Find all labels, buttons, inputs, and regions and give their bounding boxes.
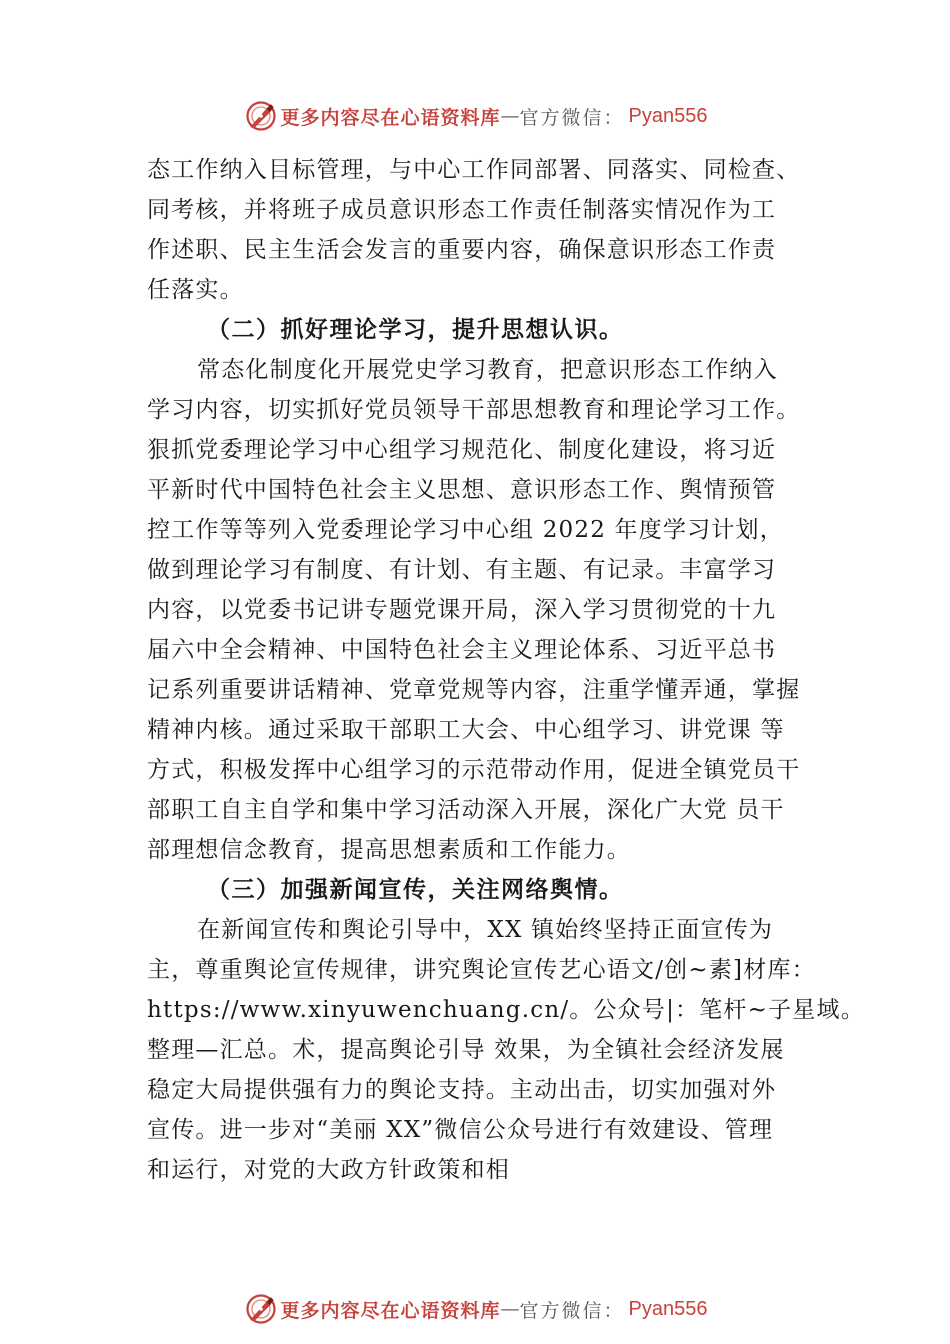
text-line: 同考核，并将班子成员意识形态工作责任制落实情况作为工 [147,197,777,223]
text-line: 稳定大局提供强有力的舆论支持。主动出击，切实加强对外 [147,1077,777,1103]
pen-nib-logo-icon [243,1291,279,1327]
footer-wechat-label: 官方微信： [519,1299,625,1322]
header-wechat-id: Pyan556 [628,104,708,127]
text-line: 内容，以党委书记讲专题党课开局，深入学习贯彻党的十九 [147,597,777,623]
text-line: 作述职、民主生活会发言的重要内容，确保意识形态工作责 [147,237,777,263]
header-separator: — [500,105,520,127]
footer-separator: — [500,1298,520,1320]
text-line: 和运行，对党的大政方针政策和相 [147,1157,510,1183]
text-line: 控工作等等列入党委理论学习中心组 2022 年度学习计划， [147,517,784,543]
text-line: 方式，积极发挥中心组学习的示范带动作用，促进全镇党员干 [147,757,801,783]
text-line: 部理想信念教育，提高思想素质和工作能力。 [147,837,631,863]
text-line: 届六中全会精神、中国特色社会主义理论体系、习近平总书 [147,637,777,663]
text-line: 整理—汇总。术，提高舆论引导 效果，为全镇社会经济发展 [147,1037,785,1063]
header-wechat-label: 官方微信： [519,106,625,129]
text-line: 宣传。进一步对“美丽 XX”微信公众号进行有效建设、管理 [147,1117,774,1143]
text-line: https://www.xinyuwenchuang.cn/。公众号|：笔杆~子星域。 [147,997,865,1023]
text-line: 学习内容，切实抓好党员领导干部思想教育和理论学习工作。 [147,397,801,423]
footer-banner [0,1289,950,1329]
header-site-text: 更多内容尽在心语资料库 [280,106,501,129]
paragraph-3 [147,910,865,1190]
text-line: 主，尊重舆论宣传规律，讲究舆论宣传艺心语文/创~素]材库： [147,957,816,983]
text-line: 任落实。 [147,277,244,303]
text-line: 常态化制度化开展党史学习教育，把意识形态工作纳入 [197,357,778,383]
section-heading-3: （三）加强新闻宣传，关注网络舆情。 [207,876,624,903]
footer-wechat-id: Pyan556 [628,1297,708,1320]
document-body [147,150,865,1190]
text-line: 记系列重要讲话精神、党章党规等内容，注重学懂弄通，掌握 [147,677,801,703]
text-line: 态工作纳入目标管理，与中心工作同部署、同落实、同检查、 [147,157,801,183]
pen-nib-logo-icon [243,98,279,134]
text-line: 部职工自主自学和集中学习活动深入开展，深化广大党 员干 [147,797,785,823]
section-heading-2: （二）抓好理论学习，提升思想认识。 [207,316,624,343]
header-banner [0,96,950,136]
paragraph-2 [147,350,837,870]
text-line: 狠抓党委理论学习中心组学习规范化、制度化建设，将习近 [147,437,777,463]
text-line: 在新闻宣传和舆论引导中，XX 镇始终坚持正面宣传为 [197,917,774,943]
paragraph-1 [147,150,837,310]
text-line: 精神内核。通过采取干部职工大会、中心组学习、讲党课 等 [147,717,785,743]
text-line: 平新时代中国特色社会主义思想、意识形态工作、舆情预管 [147,477,777,503]
text-line: 做到理论学习有制度、有计划、有主题、有记录。丰富学习 [147,557,777,583]
footer-site-text: 更多内容尽在心语资料库 [280,1299,501,1322]
